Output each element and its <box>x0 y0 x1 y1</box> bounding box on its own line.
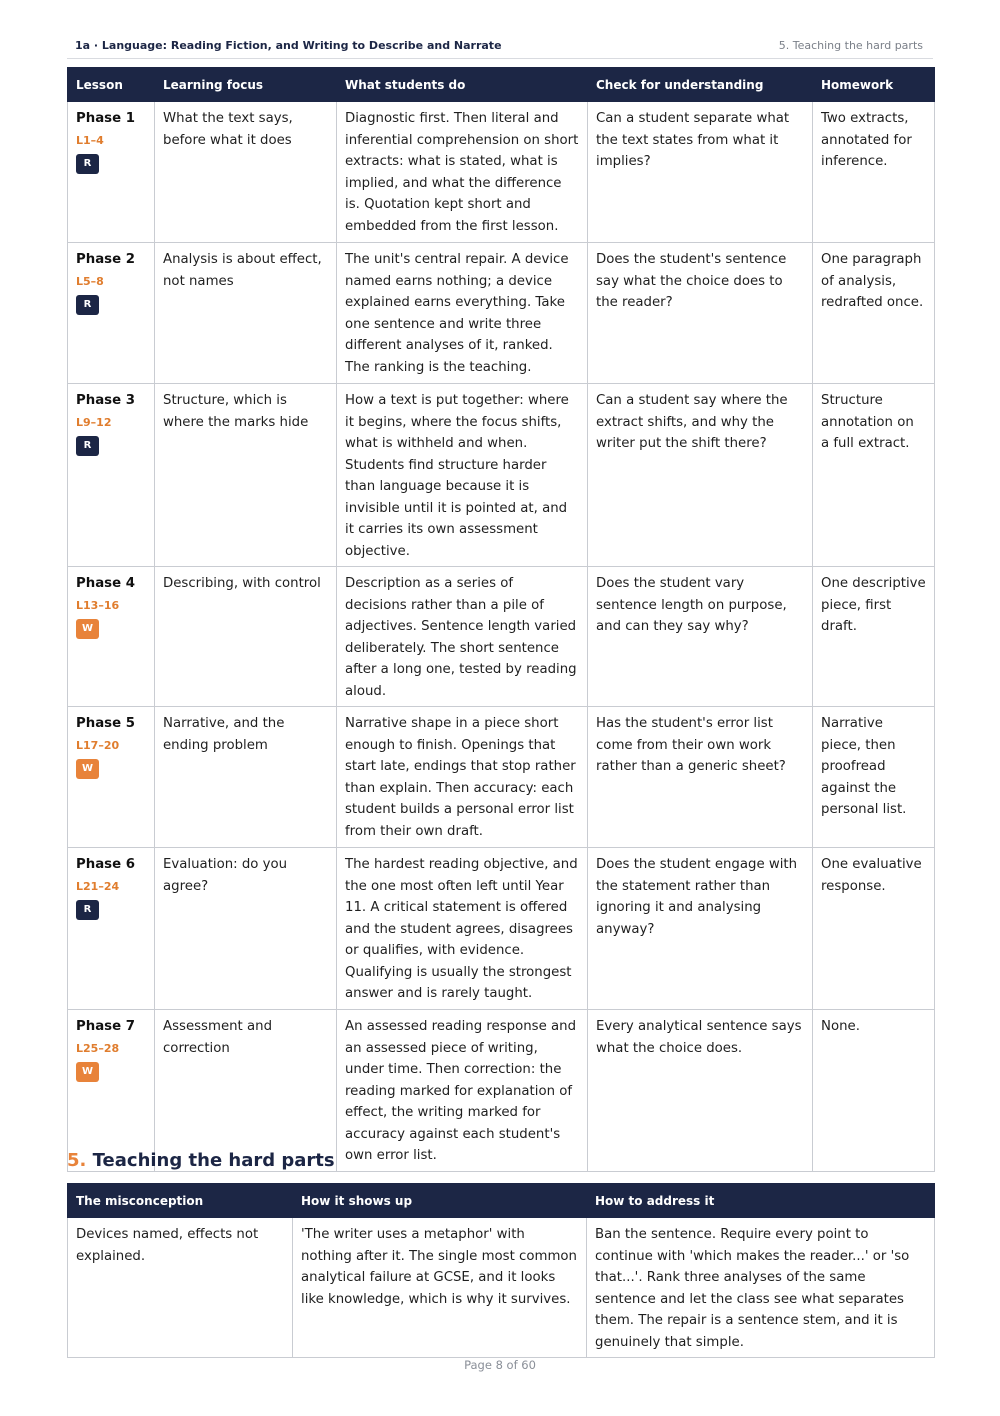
column-header-how-to-address-it: How to address it <box>587 1184 935 1218</box>
page-number: Page 8 of 60 <box>464 1358 536 1372</box>
learning-focus-cell: What the text says, before what it does <box>155 102 337 243</box>
lesson-plan-table <box>67 67 935 1172</box>
check-cell: Can a student say where the extract shifts, and why the writer put the shift there? <box>588 384 813 567</box>
phase-name: Phase 6 <box>76 857 135 872</box>
table-row <box>68 707 935 848</box>
check-cell: Does the student engage with the statement rather than ignoring it and analysing anyway? <box>588 848 813 1010</box>
column-header-what-students-do: What students do <box>337 68 588 102</box>
table-row <box>68 243 935 384</box>
column-header-misconception: The misconception <box>68 1184 293 1218</box>
table-row <box>68 1218 935 1358</box>
table-header-row <box>68 68 935 102</box>
homework-cell: One evaluative response. <box>813 848 935 1010</box>
lesson-range: L17–20 <box>76 738 120 752</box>
document-title: 1a · Language: Reading Fiction, and Writing to Describe and Narrate <box>75 39 502 52</box>
column-header-homework: Homework <box>813 68 935 102</box>
table-row <box>68 567 935 707</box>
lesson-range: L25–28 <box>76 1041 120 1055</box>
lesson-range: L13–16 <box>76 598 120 612</box>
reading-badge: R <box>76 154 99 174</box>
lesson-cell <box>68 102 155 243</box>
homework-cell: One paragraph of analysis, redrafted once. <box>813 243 935 384</box>
address-cell: Ban the sentence. Require every point to continue with 'which makes the reader...' or 'so that...'. Rank three analyses of the same sentence and let the class see what separates them. The repair is a sentence stem, and it is genuinely that simple. <box>587 1218 935 1358</box>
reading-badge: R <box>76 295 99 315</box>
misconceptions-table <box>67 1183 935 1358</box>
homework-cell: One descriptive piece, first draft. <box>813 567 935 707</box>
column-header-check-for-understanding: Check for understanding <box>588 68 813 102</box>
page-header <box>67 36 933 59</box>
section-number: 5. <box>67 1150 87 1171</box>
check-cell: Can a student separate what the text states from what it implies? <box>588 102 813 243</box>
column-header-learning-focus: Learning focus <box>155 68 337 102</box>
student-activity-cell: Description as a series of decisions rather than a pile of adjectives. Sentence length varied deliberately. The short sentence after a long one, tested by reading aloud. <box>337 567 588 707</box>
learning-focus-cell: Narrative, and the ending problem <box>155 707 337 848</box>
phase-name: Phase 3 <box>76 393 135 408</box>
lesson-cell <box>68 567 155 707</box>
student-activity-cell: An assessed reading response and an assessed piece of writing, under time. Then correction: the reading marked for explanation of effect, the writing marked for accuracy against each student's own error list. <box>337 1010 588 1172</box>
phase-name: Phase 7 <box>76 1019 135 1034</box>
table-header-row <box>68 1184 935 1218</box>
table-row <box>68 1010 935 1172</box>
student-activity-cell: Diagnostic first. Then literal and inferential comprehension on short extracts: what is stated, what is implied, and what the difference is. Quotation kept short and embedded from the first lesson. <box>337 102 588 243</box>
table-row <box>68 102 935 243</box>
lesson-cell <box>68 707 155 848</box>
learning-focus-cell: Describing, with control <box>155 567 337 707</box>
homework-cell: Structure annotation on a full extract. <box>813 384 935 567</box>
shows-up-cell: 'The writer uses a metaphor' with nothing after it. The single most common analytical failure at GCSE, and it looks like knowledge, which is why it survives. <box>293 1218 587 1358</box>
column-header-how-it-shows-up: How it shows up <box>293 1184 587 1218</box>
lesson-cell <box>68 243 155 384</box>
phase-name: Phase 4 <box>76 576 135 591</box>
reading-badge: R <box>76 900 99 920</box>
writing-badge: W <box>76 619 99 639</box>
check-cell: Does the student's sentence say what the choice does to the reader? <box>588 243 813 384</box>
homework-cell: Narrative piece, then proofread against the personal list. <box>813 707 935 848</box>
table-row <box>68 848 935 1010</box>
student-activity-cell: The hardest reading objective, and the one most often left until Year 11. A critical statement is offered and the student agrees, disagrees or qualifies, with evidence. Qualifying is usually the strongest answer and is rarely taught. <box>337 848 588 1010</box>
phase-name: Phase 1 <box>76 111 135 126</box>
phase-name: Phase 2 <box>76 252 135 267</box>
lesson-range: L1–4 <box>76 133 104 147</box>
writing-badge: W <box>76 1062 99 1082</box>
learning-focus-cell: Assessment and correction <box>155 1010 337 1172</box>
student-activity-cell: Narrative shape in a piece short enough to finish. Openings that start late, endings that stop rather than explain. Then accuracy: each student builds a personal error list from their own draft. <box>337 707 588 848</box>
check-cell: Does the student vary sentence length on purpose, and can they say why? <box>588 567 813 707</box>
reading-badge: R <box>76 436 99 456</box>
lesson-cell <box>68 1010 155 1172</box>
lesson-range: L5–8 <box>76 274 104 288</box>
check-cell: Has the student's error list come from their own work rather than a generic sheet? <box>588 707 813 848</box>
lesson-cell <box>68 848 155 1010</box>
section-heading <box>67 1150 335 1171</box>
learning-focus-cell: Structure, which is where the marks hide <box>155 384 337 567</box>
lesson-range: L9–12 <box>76 415 112 429</box>
learning-focus-cell: Evaluation: do you agree? <box>155 848 337 1010</box>
student-activity-cell: The unit's central repair. A device named earns nothing; a device explained earns everything. Take one sentence and write three different analyses of it, ranked. The ranking is the teaching. <box>337 243 588 384</box>
learning-focus-cell: Analysis is about effect, not names <box>155 243 337 384</box>
column-header-lesson: Lesson <box>68 68 155 102</box>
misconception-cell: Devices named, effects not explained. <box>68 1218 293 1358</box>
lesson-range: L21–24 <box>76 879 120 893</box>
student-activity-cell: How a text is put together: where it begins, where the focus shifts, what is withheld and when. Students find structure harder than language because it is invisible until it is pointed at, and it carries its own assessment objective. <box>337 384 588 567</box>
lesson-cell <box>68 384 155 567</box>
check-cell: Every analytical sentence says what the choice does. <box>588 1010 813 1172</box>
writing-badge: W <box>76 759 99 779</box>
section-title: Teaching the hard parts <box>92 1150 335 1171</box>
homework-cell: None. <box>813 1010 935 1172</box>
table-row <box>68 384 935 567</box>
phase-name: Phase 5 <box>76 716 135 731</box>
homework-cell: Two extracts, annotated for inference. <box>813 102 935 243</box>
section-running-title: 5. Teaching the hard parts <box>778 39 923 52</box>
